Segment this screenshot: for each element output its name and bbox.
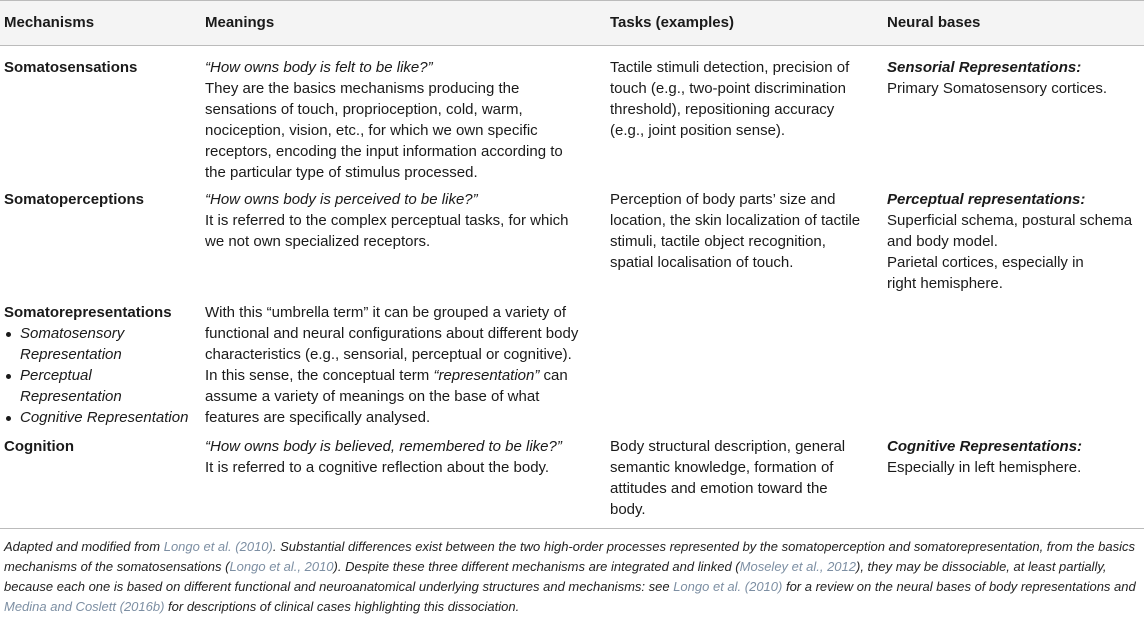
meaning-text: sensations of touch, proprioception, cold, warm, bbox=[205, 101, 523, 118]
mechanism-cell bbox=[4, 302, 200, 428]
meaning-cell bbox=[205, 57, 603, 183]
tasks-cell bbox=[610, 57, 880, 141]
meaning-text: It is referred to the complex perceptual tasks, for which bbox=[205, 212, 569, 229]
meaning-text: nociception, vision, etc., for which we own specific bbox=[205, 122, 538, 139]
header-neural-bases: Neural bases bbox=[887, 14, 981, 31]
mechanism-label: Somatosensations bbox=[4, 59, 138, 76]
neural-title: Cognitive Representations: bbox=[887, 438, 1083, 455]
meaning-cell bbox=[205, 436, 603, 478]
neural-text: Superficial schema, postural schema bbox=[887, 212, 1133, 229]
meaning-text: In this sense, the conceptual term “representation” can bbox=[205, 367, 568, 384]
tasks-cell bbox=[610, 436, 880, 520]
meaning-text: They are the basics mechanisms producing the bbox=[205, 80, 520, 97]
neural-text: Especially in left hemisphere. bbox=[887, 459, 1082, 476]
task-text: Body structural description, general bbox=[610, 438, 846, 455]
citation-link[interactable]: Longo et al., 2010 bbox=[229, 559, 334, 574]
neural-cell bbox=[887, 189, 1141, 294]
meaning-cell bbox=[205, 302, 603, 428]
mechanism-label: Cognition bbox=[4, 438, 74, 455]
header-tasks: Tasks (examples) bbox=[610, 14, 734, 31]
task-text: attitudes and emotion toward the bbox=[610, 480, 828, 497]
task-text: semantic knowledge, formation of bbox=[610, 459, 834, 476]
table-bottom-rule bbox=[0, 528, 1144, 529]
representation-list bbox=[4, 323, 200, 428]
neural-cell bbox=[887, 57, 1141, 99]
header-mechanisms: Mechanisms bbox=[4, 14, 95, 31]
task-text: threshold), repositioning accuracy bbox=[610, 101, 835, 118]
table-footnote: Adapted and modified from Longo et al. (2010). Substantial differences exist between the two high-order processes represented by the somatoperception and somatorepresentation, from the basics mechanisms of the somatosensations (Longo et al., 2010). Despite these three different mechanisms are integrated and linked (Moseley et al., 2012), they may be dissociable, at least partially, because each one is based on different functional and neuroanatomical underlying structures and mechanisms: see Longo et al. (2010) for a review on the neural bases of body representations and Medina and Coslett (2016b) for descriptions of clinical cases highlighting this dissociation. bbox=[4, 539, 1136, 614]
mechanism-label: Somatorepresentations bbox=[4, 304, 172, 321]
task-text: touch (e.g., two-point discrimination bbox=[610, 80, 846, 97]
citation-link[interactable]: Medina and Coslett (2016b) bbox=[4, 599, 165, 614]
meaning-text: assume a variety of meanings on the base of what bbox=[205, 388, 540, 405]
citation-link[interactable]: Longo et al. (2010) bbox=[163, 539, 273, 554]
meaning-quote: “How owns body is believed, remembered to be like?” bbox=[205, 438, 562, 455]
task-text: body. bbox=[610, 501, 646, 518]
meaning-text: It is referred to a cognitive reflection about the body. bbox=[205, 459, 550, 476]
meaning-text: the particular type of stimulus processed. bbox=[205, 164, 478, 181]
neural-title: Perceptual representations: bbox=[887, 191, 1086, 208]
neural-text: Parietal cortices, especially in bbox=[887, 254, 1084, 271]
task-text: spatial localisation of touch. bbox=[610, 254, 794, 271]
meaning-quote: “How owns body is perceived to be like?” bbox=[205, 191, 478, 208]
meaning-text: functional and neural configurations about different body bbox=[205, 325, 579, 342]
task-text: location, the skin localization of tactile bbox=[610, 212, 861, 229]
mechanism-label: Somatoperceptions bbox=[4, 191, 145, 208]
neural-text: right hemisphere. bbox=[887, 275, 1003, 292]
citation-link[interactable]: Longo et al. (2010) bbox=[673, 579, 783, 594]
task-text: (e.g., joint position sense). bbox=[610, 122, 786, 139]
tasks-cell bbox=[610, 189, 880, 273]
header-meanings: Meanings bbox=[205, 14, 275, 31]
meaning-cell bbox=[205, 189, 603, 252]
task-text: Perception of body parts’ size and bbox=[610, 191, 836, 208]
neural-text: and body model. bbox=[887, 233, 998, 250]
neural-text: Primary Somatosensory cortices. bbox=[887, 80, 1108, 97]
list-item: Somatosensory Representation bbox=[4, 323, 200, 365]
list-item: Cognitive Representation bbox=[4, 407, 200, 428]
list-item: Perceptual Representation bbox=[4, 365, 200, 407]
meaning-text: receptors, encoding the input information according to bbox=[205, 143, 563, 160]
neural-cell bbox=[887, 436, 1141, 478]
meaning-text: characteristics (e.g., sensorial, perceptual or cognitive). bbox=[205, 346, 572, 363]
task-text: stimuli, tactile object recognition, bbox=[610, 233, 826, 250]
neural-title: Sensorial Representations: bbox=[887, 59, 1082, 76]
citation-link[interactable]: Moseley et al., 2012 bbox=[739, 559, 856, 574]
meaning-text: With this “umbrella term” it can be grouped a variety of bbox=[205, 304, 566, 321]
meaning-text: features are specifically analysed. bbox=[205, 409, 431, 426]
meaning-text: we not own specialized receptors. bbox=[205, 233, 431, 250]
task-text: Tactile stimuli detection, precision of bbox=[610, 59, 850, 76]
meaning-quote: “How owns body is felt to be like?” bbox=[205, 59, 433, 76]
table-header bbox=[0, 0, 1144, 46]
